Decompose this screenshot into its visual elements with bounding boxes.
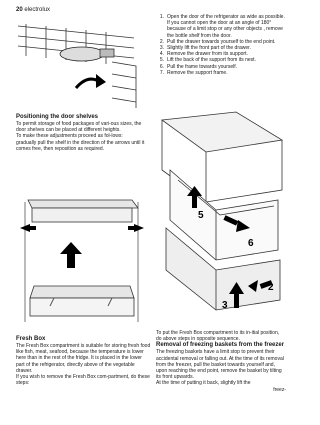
freezer-section xyxy=(156,330,286,393)
fresh-box-text-2: If you wish to remove the Fresh Box com-partment, do these steps: xyxy=(16,374,150,387)
step-item: 7. Remove the support frame. xyxy=(159,69,228,76)
figure-label: 6 xyxy=(248,238,254,249)
door-shelves-figure xyxy=(20,198,144,326)
step-item: 3. Slightly lift the front part of the drawer. xyxy=(159,45,251,52)
fresh-box-section xyxy=(16,336,151,386)
step-item: 1. Open the door of the refrigerator as wide as possible. If you cannot open the door at an angle of 180° because of a limit stop or any other objects , remove the bottle shelf from the door. xyxy=(159,14,285,39)
fresh-box-text: The Fresh Box compartment is suitable for storing fresh food like fish, meat, seafood, because the temperature is lower here than in the rest of the fridge. It is placed in the lower part of the refrigerator, directly above of the vegetable drawer. xyxy=(16,343,151,374)
fresh-box-figure xyxy=(156,110,286,328)
freezer-text-2: At the time of putting it back, slightly lift the xyxy=(156,380,251,387)
figure-label: 5 xyxy=(198,210,204,221)
page-header xyxy=(16,7,50,13)
page-number: 20 xyxy=(16,7,23,13)
freezer-text: The freezing baskets have a limit stop to prevent their accidental removal or falling out. At the time of its removal from the freezer, pull the basket towards yourself and, upon reaching the end point, remove the basket by tilting its front upwards. xyxy=(156,349,284,381)
door-shelves-section xyxy=(16,114,151,152)
step-item: 2. Pull the drawer towards yourself to the end point. xyxy=(159,38,276,45)
bottle-shelf-figure xyxy=(16,16,144,108)
freezer-heading: Removal of freezing baskets from the freezer xyxy=(156,342,285,349)
step-item: 6. Pull the frame towards yourself. xyxy=(159,63,238,70)
fresh-box-heading: Fresh Box xyxy=(16,336,46,342)
continuation-text: freez- xyxy=(273,386,286,393)
put-back-text: To put the Fresh Box compartment to its in-itial position, do above steps in opposite sequence. xyxy=(156,330,280,343)
step-item: 5. Lift the back of the support from its nest. xyxy=(159,57,256,64)
door-shelves-text: To permit storage of food packages of vari-ous sizes, the door shelves can be placed at different heights. xyxy=(16,121,142,134)
door-shelves-text-2: To make these adjustments proceed as fol-lows: xyxy=(16,133,123,140)
door-shelves-text-3: gradually pull the shelf in the direction of the arrows until it comes free, then reposition as required. xyxy=(16,139,145,152)
figure-label: 3 xyxy=(222,300,228,311)
figure-label: 2 xyxy=(268,282,274,293)
step-item: 4. Remove the drawer from its support. xyxy=(159,51,248,58)
door-shelves-heading: Positioning the door shelves xyxy=(16,114,99,120)
removal-steps xyxy=(156,14,286,76)
brand-name: electrolux xyxy=(24,7,51,13)
